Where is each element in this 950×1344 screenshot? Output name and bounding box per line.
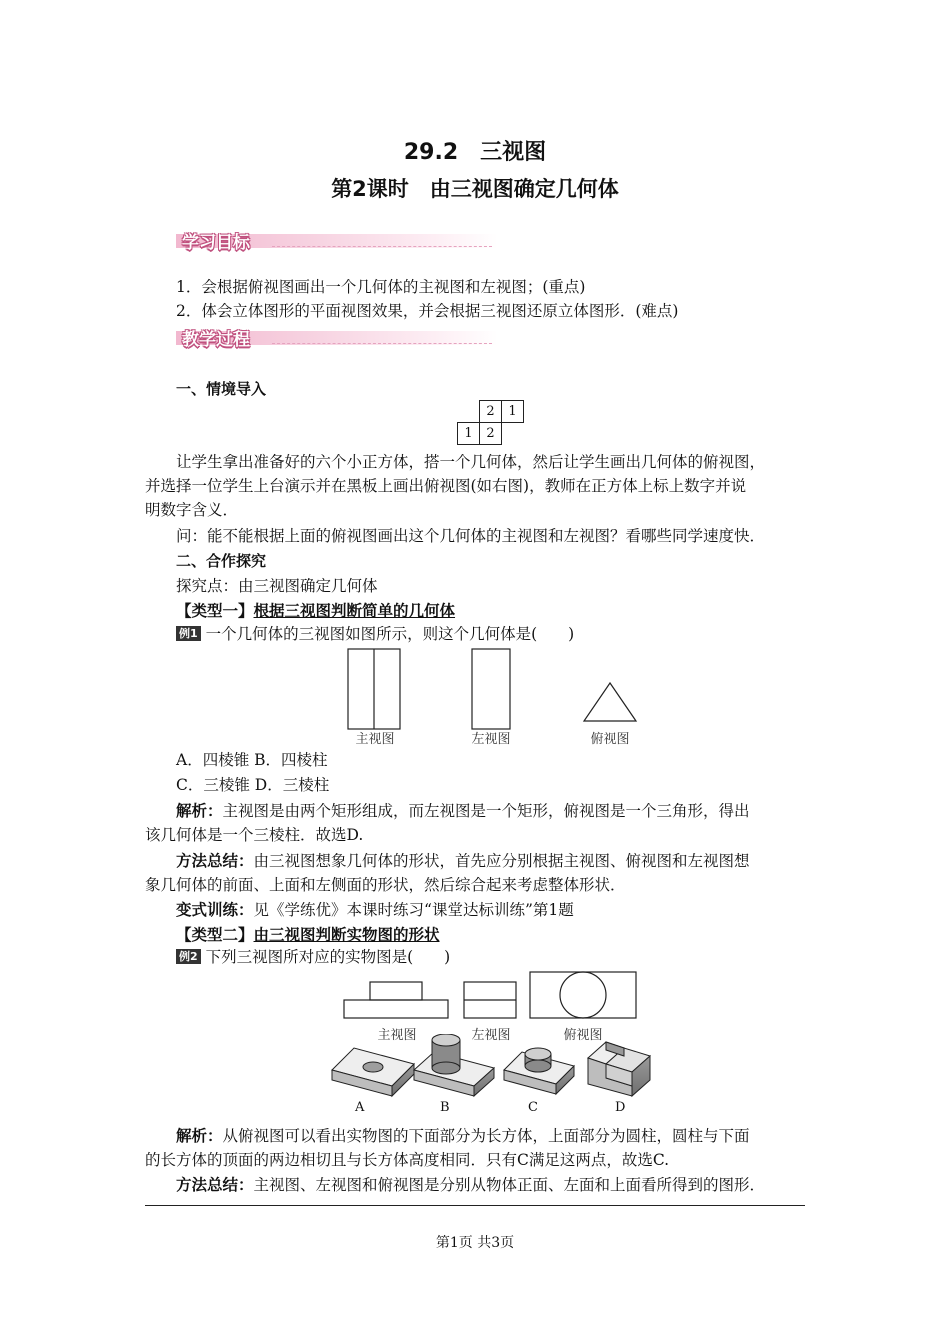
option-label-b: B	[440, 1100, 450, 1115]
page-title: 29.2 三视图	[403, 140, 547, 165]
example2-caption-top: 俯视图	[563, 1028, 603, 1043]
intro-question: 问：能不能根据上面的俯视图画出这个几何体的主视图和左视图？看哪些同学速度快．	[176, 527, 766, 545]
footer-divider	[145, 1205, 805, 1206]
process-banner-label: 教学过程	[182, 330, 250, 350]
example1-options-ab: A．四棱锥 B．四棱柱	[176, 751, 328, 769]
process-banner	[176, 325, 498, 351]
solid-d-drawing	[588, 1042, 650, 1096]
example1-views-figure	[340, 645, 650, 733]
example2-caption-front: 主视图	[377, 1028, 417, 1043]
example1-analysis: 解析：主视图是由两个矩形组成，而左视图是一个矩形，俯视图是一个三角形，得出	[176, 802, 750, 820]
example1-caption-left: 左视图	[471, 732, 511, 747]
page-subtitle: 第2课时 由三视图确定几何体	[331, 177, 619, 201]
grid-cell: 2	[480, 423, 502, 445]
type2-heading	[176, 923, 836, 947]
example1-text: 一个几何体的三视图如图所示，则这个几何体是( )	[205, 625, 575, 643]
example2-views-figure	[340, 968, 645, 1022]
explore-point: 探究点：由三视图确定几何体	[176, 577, 378, 595]
top-view-grid	[457, 400, 524, 445]
example2-analysis: 解析：从俯视图可以看出实物图的下面部分为长方体，上面部分为圆柱，圆柱与下面	[176, 1127, 750, 1145]
example2-badge: 例2	[176, 949, 201, 964]
example2-stem	[176, 945, 836, 969]
type1-title: 根据三视图判断简单的几何体	[253, 602, 456, 620]
section-heading-explore: 二、合作探究	[176, 552, 267, 570]
goal-item-2: 2．体会立体图形的平面视图效果，并会根据三视图还原立体图形．(难点)	[176, 302, 679, 320]
example2-summary: 方法总结：主视图、左视图和俯视图是分别从物体正面、左面和上面看所得到的图形．	[176, 1176, 766, 1194]
grid-cell: 2	[480, 401, 502, 423]
front-view-drawing	[348, 649, 400, 729]
solid-b-drawing	[414, 1034, 494, 1096]
example2-caption-left: 左视图	[471, 1028, 511, 1043]
section-heading-intro: 一、情境导入	[176, 380, 267, 398]
example2-text: 下列三视图所对应的实物图是( )	[205, 948, 451, 966]
example1-caption-front: 主视图	[355, 732, 395, 747]
left-view-drawing	[464, 982, 516, 1018]
type2-tag: 【类型二】	[176, 926, 254, 944]
front-view-drawing	[344, 982, 448, 1018]
example1-analysis-cont: 该几何体是一个三棱柱．故选D.	[145, 826, 364, 844]
type2-title: 由三视图判断实物图的形状	[253, 926, 440, 944]
solid-c-drawing	[504, 1048, 574, 1094]
example1-options-cd: C．三棱锥 D．三棱柱	[176, 776, 330, 794]
page-number: 第1页 共3页	[435, 1235, 515, 1251]
example1-badge: 例1	[176, 626, 201, 641]
summary-label: 方法总结：	[176, 1176, 254, 1194]
intro-paragraph-line: 让学生拿出准备好的六个小正方体，搭一个几何体，然后让学生画出几何体的俯视图，	[176, 453, 766, 471]
grid-cell: 1	[458, 423, 480, 445]
top-view-drawing	[530, 972, 636, 1018]
example1-summary: 方法总结：由三视图想象几何体的形状，首先应分别根据主视图、俯视图和左视图想	[176, 852, 750, 870]
example1-caption-top: 俯视图	[590, 732, 630, 747]
option-label-c: C	[528, 1100, 538, 1115]
left-view-drawing	[472, 649, 510, 729]
type1-heading	[176, 599, 836, 623]
example2-solid-options	[328, 1034, 658, 1100]
example1-variation: 变式训练：见《学练优》本课时练习“课堂达标训练”第1题	[176, 901, 574, 919]
example2-analysis-cont: 的长方体的顶面的两边相切且与长方体高度相同．只有C满足这两点，故选C.	[145, 1151, 670, 1169]
variation-label: 变式训练：	[176, 901, 254, 919]
analysis-label: 解析：	[176, 802, 223, 820]
example1-summary-cont: 象几何体的前面、上面和左侧面的形状，然后综合起来考虑整体形状．	[145, 876, 626, 894]
top-view-drawing	[584, 683, 636, 721]
option-label-d: D	[615, 1100, 626, 1115]
summary-label: 方法总结：	[176, 852, 254, 870]
type1-tag: 【类型一】	[176, 602, 254, 620]
goal-item-1: 1．会根据俯视图画出一个几何体的主视图和左视图；(重点)	[176, 278, 586, 296]
grid-cell: 1	[502, 401, 524, 423]
option-label-a: A	[355, 1100, 365, 1115]
analysis-label: 解析：	[176, 1127, 223, 1145]
example1-stem	[176, 622, 836, 646]
solid-a-drawing	[332, 1048, 414, 1096]
goals-banner	[176, 228, 498, 254]
goals-banner-label: 学习目标	[182, 233, 250, 253]
intro-paragraph-line: 明数字含义．	[145, 501, 239, 519]
intro-paragraph-line: 并选择一位学生上台演示并在黑板上画出俯视图(如右图)，教师在正方体上标上数字并说	[145, 477, 747, 495]
